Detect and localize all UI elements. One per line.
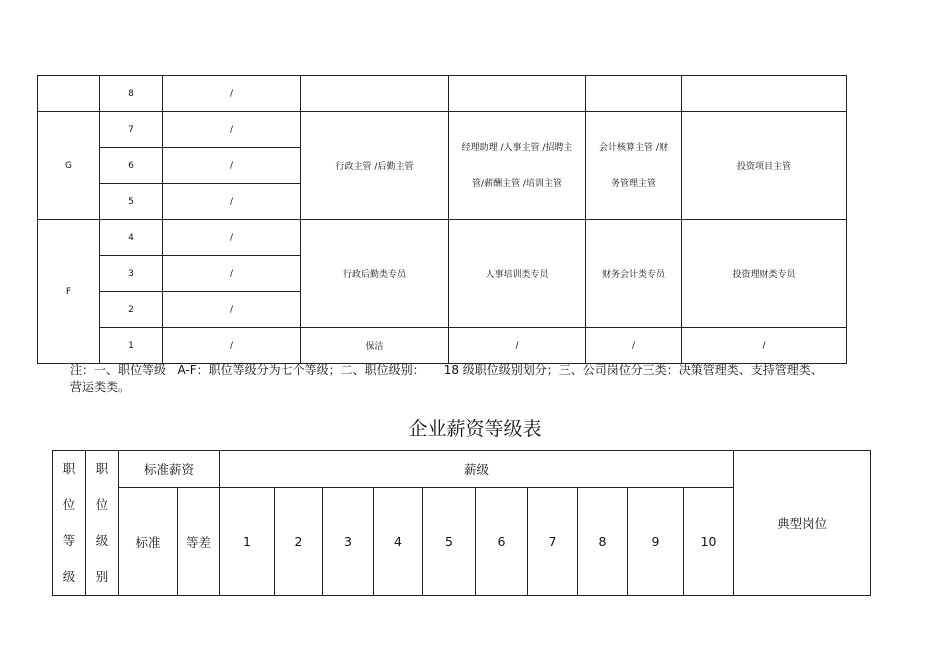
char: 职 bbox=[62, 461, 76, 476]
value-cell: / bbox=[163, 112, 301, 148]
job-grade-table bbox=[37, 75, 847, 364]
admin-f-cell: 行政后勤类专员 bbox=[301, 220, 449, 328]
grade-f-cell: F bbox=[38, 220, 100, 364]
char: 级 bbox=[95, 533, 109, 548]
salary-table-title: 企业薪资等级表 bbox=[408, 418, 542, 440]
invest-g-cell: 投资项目主管 bbox=[682, 112, 847, 220]
salary-level-header: 薪级 bbox=[220, 451, 734, 488]
level-cell: 3 bbox=[100, 256, 163, 292]
admin-row1-cell: 保洁 bbox=[301, 328, 449, 364]
finance-g-line2: 务管理主管 bbox=[610, 178, 656, 189]
empty-cell bbox=[586, 76, 682, 112]
value-cell: / bbox=[163, 76, 301, 112]
grade-g-cell: G bbox=[38, 112, 100, 220]
standard-salary-header: 标准薪资 bbox=[119, 451, 220, 488]
hr-g-line2: 管/薪酬主管 /培训主管 bbox=[472, 178, 562, 189]
level-2-header: 2 bbox=[275, 488, 323, 596]
invest-f-cell: 投资理财类专员 bbox=[682, 220, 847, 328]
finance-g-cell bbox=[586, 112, 682, 220]
level-cell: 4 bbox=[100, 220, 163, 256]
empty-cell bbox=[682, 76, 847, 112]
hr-g-cell bbox=[449, 112, 586, 220]
char: 位 bbox=[95, 497, 109, 512]
salary-grade-table bbox=[52, 450, 871, 596]
finance-g-line1: 会计核算主管 /财 bbox=[599, 142, 668, 153]
table-note bbox=[70, 362, 870, 396]
value-cell: / bbox=[163, 256, 301, 292]
level-1-header: 1 bbox=[220, 488, 275, 596]
value-cell: / bbox=[163, 328, 301, 364]
level-cell: 8 bbox=[100, 76, 163, 112]
admin-g-cell: 行政主管 /后勤主管 bbox=[301, 112, 449, 220]
level-6-header: 6 bbox=[476, 488, 528, 596]
value-cell: / bbox=[163, 148, 301, 184]
value-cell: / bbox=[163, 184, 301, 220]
invest-row1-cell: / bbox=[682, 328, 847, 364]
col-grade-header bbox=[53, 451, 86, 596]
char: 职 bbox=[95, 461, 109, 476]
level-cell: 5 bbox=[100, 184, 163, 220]
hr-f-cell: 人事培训类专员 bbox=[449, 220, 586, 328]
level-8-header: 8 bbox=[578, 488, 628, 596]
diff-header: 等差 bbox=[178, 488, 220, 596]
finance-row1-cell: / bbox=[586, 328, 682, 364]
char: 别 bbox=[95, 569, 109, 584]
typical-post-header: 典型岗位 bbox=[734, 451, 871, 596]
empty-cell bbox=[449, 76, 586, 112]
col-level-header bbox=[86, 451, 119, 596]
level-cell: 6 bbox=[100, 148, 163, 184]
note-line1: 注：一、职位等级 A-F：职位等级分为七个等级；二、职位级别： 18 级职位级别划分；三、公司岗位分三类：决策管理类、支持管理类、 bbox=[70, 363, 823, 377]
level-4-header: 4 bbox=[374, 488, 423, 596]
level-10-header: 10 bbox=[684, 488, 734, 596]
hr-row1-cell: / bbox=[449, 328, 586, 364]
level-cell: 7 bbox=[100, 112, 163, 148]
empty-cell bbox=[301, 76, 449, 112]
grade-cell-empty bbox=[38, 76, 100, 112]
standard-header: 标准 bbox=[119, 488, 178, 596]
value-cell: / bbox=[163, 220, 301, 256]
level-cell: 2 bbox=[100, 292, 163, 328]
hr-g-line1: 经理助理 /人事主管 /招聘主 bbox=[461, 142, 573, 153]
char: 位 bbox=[62, 497, 76, 512]
finance-f-cell: 财务会计类专员 bbox=[586, 220, 682, 328]
level-cell: 1 bbox=[100, 328, 163, 364]
char: 级 bbox=[62, 569, 76, 584]
level-7-header: 7 bbox=[528, 488, 578, 596]
level-3-header: 3 bbox=[323, 488, 374, 596]
note-line2: 营运类类。 bbox=[70, 380, 131, 394]
value-cell: / bbox=[163, 292, 301, 328]
char: 等 bbox=[62, 533, 76, 548]
level-9-header: 9 bbox=[628, 488, 684, 596]
level-5-header: 5 bbox=[423, 488, 476, 596]
